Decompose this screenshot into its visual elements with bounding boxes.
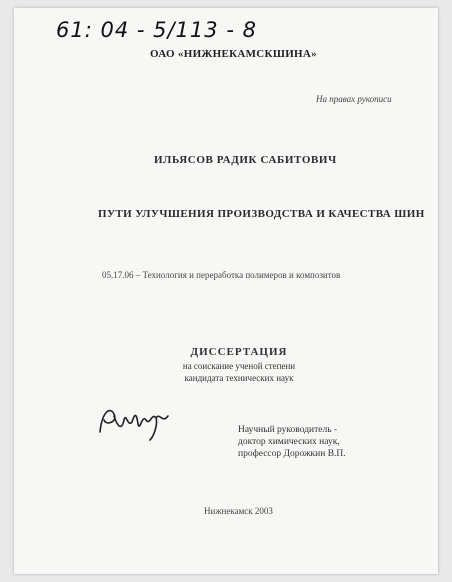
specialty-code: 05.17.06 – Технология и переработка полимеров и композитов xyxy=(102,270,341,280)
document-page xyxy=(14,8,438,574)
dissertation-heading: ДИССЕРТАЦИЯ xyxy=(190,346,288,358)
degree-line-2: кандидата технических наук xyxy=(184,373,294,383)
dissertation-block xyxy=(164,346,314,384)
scientific-advisor xyxy=(238,424,346,460)
degree-line-1: на соискание ученой степени xyxy=(182,361,296,371)
author-name: ИЛЬЯСОВ РАДИК САБИТОВИЧ xyxy=(154,154,337,166)
handwritten-signature xyxy=(96,402,176,442)
advisor-line-2: доктор химических наук, xyxy=(238,437,340,447)
organization-name: ОАО «НИЖНЕКАМСКШИНА» xyxy=(150,48,317,60)
dissertation-title: ПУТИ УЛУЧШЕНИЯ ПРОИЗВОДСТВА И КАЧЕСТВА ШИН xyxy=(98,208,425,220)
handwritten-catalog-number: 61: 04 - 5/113 - 8 xyxy=(56,18,257,42)
city-year: Нижнекамск 2003 xyxy=(204,506,273,516)
advisor-line-1: Научный руководитель - xyxy=(238,425,338,435)
advisor-line-3: профессор Дорожкин В.П. xyxy=(238,449,346,459)
rights-note: На правах рукописи xyxy=(316,94,392,104)
